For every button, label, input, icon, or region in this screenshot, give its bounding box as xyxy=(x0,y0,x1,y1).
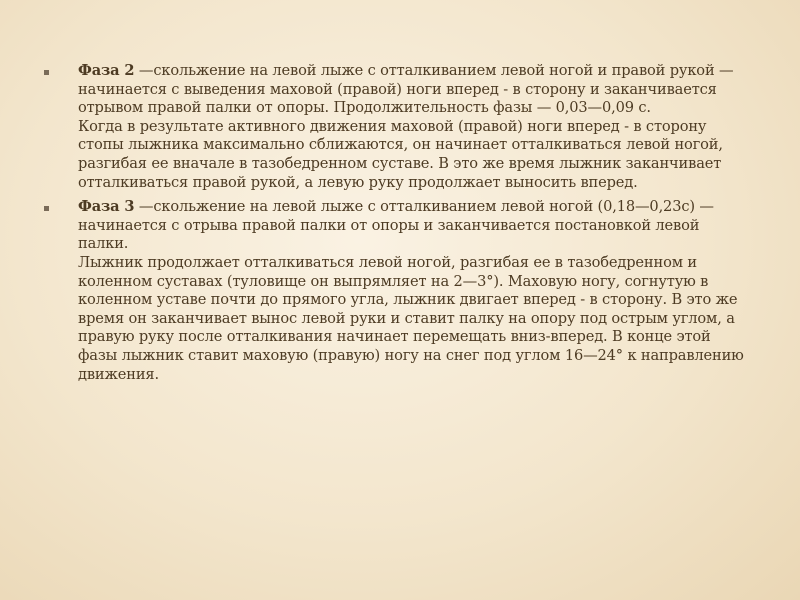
paragraph-phase-2-detail: Когда в результате активного движения маховой (правой) ноги вперед - в сторону стопы лыжника максимально сближаются, он начинает отталкиваться левой ногой, разгибая ее вначале в тазобедренном суставе. В это же время лыжник заканчивает отталкиваться правой рукой, а левую руку продолжает выносить вперед. xyxy=(78,117,723,191)
phase-2-lead-text: —скольжение на левой лыже с отталкиванием левой ногой и правой рукой — начинается с выведения маховой (правой) ноги вперед - в сторону и заканчивается отрывом правой палки от опоры. Продолжительность фазы — 0,03—0,09 с. xyxy=(78,62,734,117)
paragraph-phase-3-detail: Лыжник продолжает отталкиваться левой ногой, разгибая ее в тазобедренном и коленном суставах (туловище он выпрямляет на 2—3°). Маховую ногу, согнутую в коленном уставе почти до прямого угла, лыжник двигает вперед - в сторону. В это же время он заканчивает вынос левой руки и ставит палку на опору под острым углом, а правую руку после отталкивания начинает перемещать вниз-вперед. В конце этой фазы лыжник ставит маховую (правую) ногу на снег под углом 16—24° к направлению движения. xyxy=(78,253,744,383)
phase-2-title: Фаза 2 xyxy=(78,62,135,79)
bullet-list xyxy=(44,62,744,390)
paragraph-phase-3-lead xyxy=(78,198,744,254)
phase-3-lead-text: —скольжение на левой лыже с отталкиванием левой ногой (0,18—0,23с) — начинается с отрыва правой палки от опоры и заканчивается постановкой левой палки. xyxy=(78,198,714,253)
bullet-item-phase-2 xyxy=(44,62,744,192)
bullet-item-phase-3 xyxy=(44,198,744,384)
square-bullet-icon xyxy=(44,70,49,75)
phase-3-title: Фаза 3 xyxy=(78,198,135,216)
square-bullet-icon xyxy=(44,206,49,211)
paragraph-phase-2-lead xyxy=(78,62,744,118)
